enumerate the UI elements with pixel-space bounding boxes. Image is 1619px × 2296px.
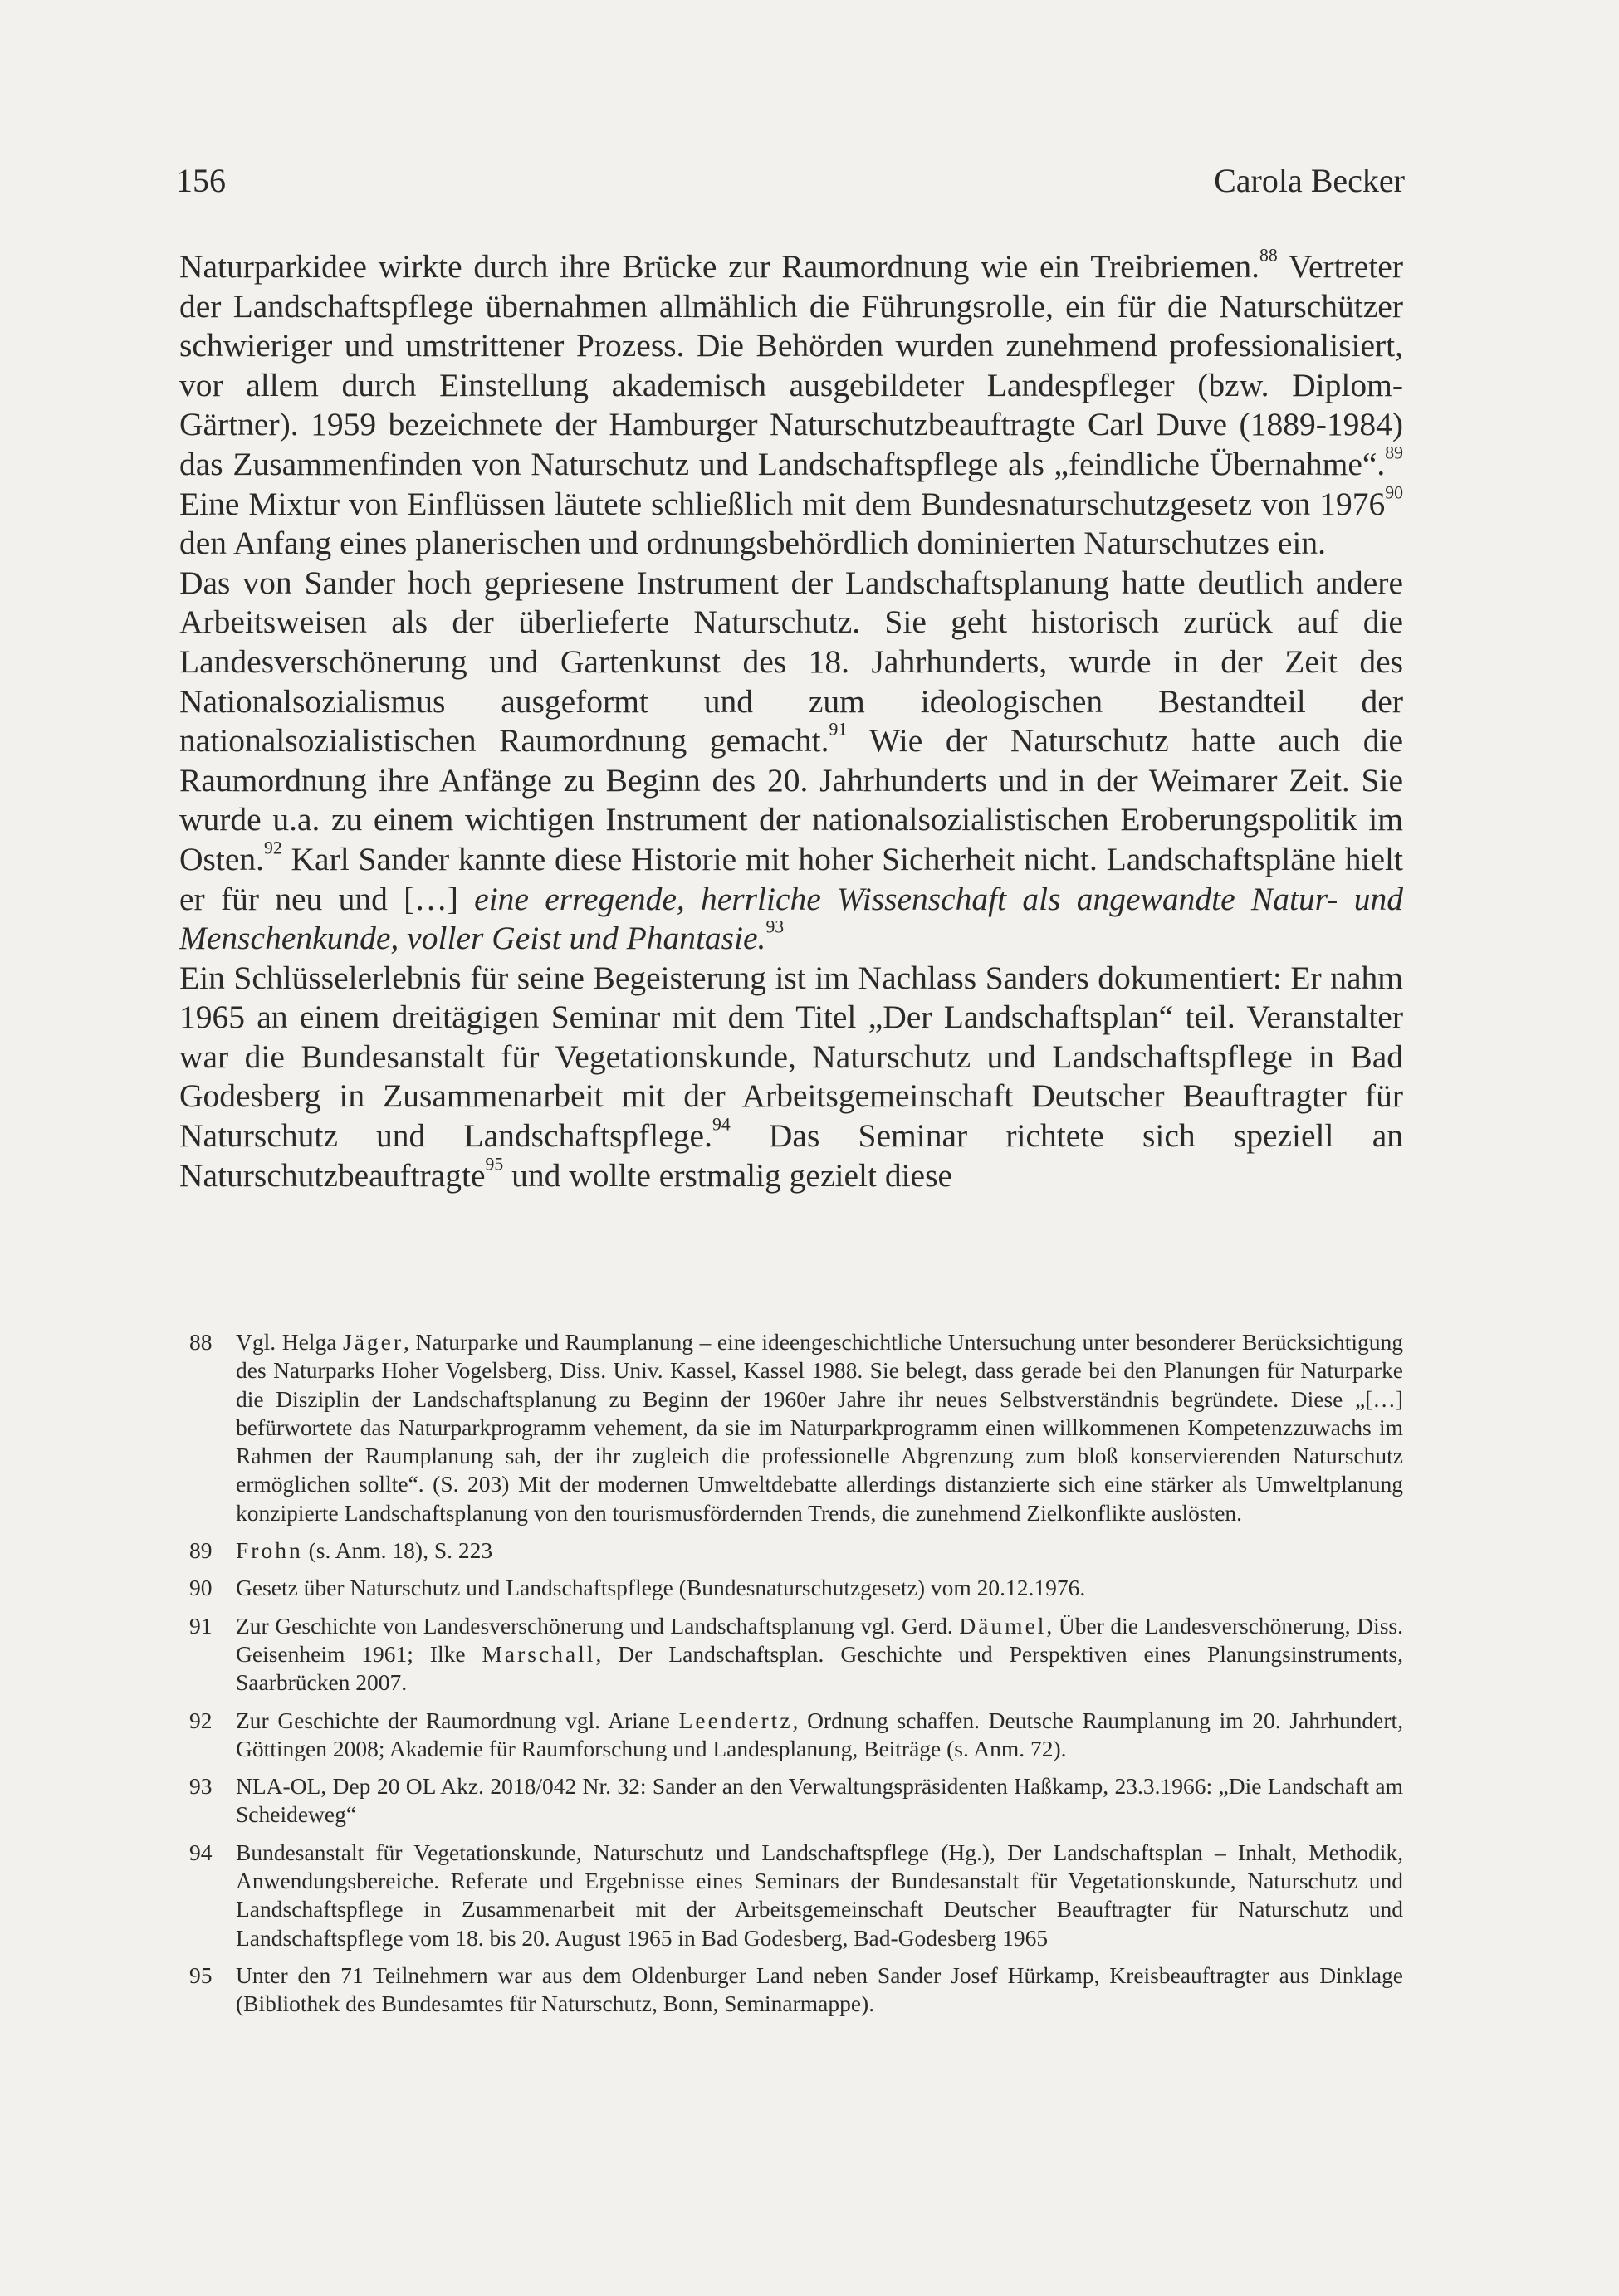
text: , Naturparke und Raumplanung – eine ideengeschichtliche Untersuchung unter besonderer Berücksichtigung des Naturparks Hoher Vogelsberg, Diss. Univ. Kassel, Kassel 1988. Sie belegt, dass gerade bei den Planungen für Naturparke die Disziplin der Landschaftsplanung zu Beginn der 1960er Jahre ihr neues Selbstverständnis begründete. Diese „[…] befürwortete das Naturparkprogramm vehement, da sie im Naturparkprogramm einen willkommenen Kompetenzzuwachs im Rahmen der Raumplanung sah, der ihr zugleich die professionelle Abgrenzung zum bloß konservierenden Naturschutz ermöglichen sollte“. (S. 203) Mit der modernen Umweltdebatte allerdings distanzierte sich eine stärker als Umweltplanung konzipierte Landschaftsplanung von den tourismusfördernden Trends, die zunehmend Zielkonflikte auslösten. [236,1329,1404,1526]
footnote-ref[interactable]: 89 [1385,442,1403,463]
main-text [179,247,1403,1195]
footnote-92 [189,1707,1403,1764]
footnote-ref[interactable]: 91 [829,719,848,740]
footnote-ref[interactable]: 94 [712,1114,731,1135]
running-head-author: Carola Becker [1214,162,1405,199]
footnote-number: 92 [189,1707,213,1733]
footnote-text: Unter den 71 Teilnehmern war aus dem Oldenburger Land neben Sander Josef Hürkamp, Kreisbeauftragter aus Dinklage (Bibliothek des Bundesamtes für Naturschutz, Bonn, Seminarmappe). [236,1961,1403,2017]
text: Vgl. Helga [236,1329,344,1355]
text: Eine Mixtur von Einflüssen läutete schließlich mit dem Bundesnaturschutzgesetz von 1976 [179,485,1386,522]
author-name: Däumel [959,1612,1047,1639]
footnote-ref[interactable]: 90 [1385,482,1403,503]
text: Das Seminar richtete sich speziell an Naturschutzbeauftragte [179,1117,1403,1194]
text: Zur Geschichte der Raumordnung vgl. Ariane [236,1707,679,1733]
footnote-number: 89 [189,1537,213,1564]
footnote-93 [189,1772,1403,1829]
footnote-90 [189,1574,1403,1602]
footnote-text [236,1612,1403,1698]
footnote-number: 90 [189,1575,213,1601]
footnote-95 [189,1961,1403,2019]
paragraph [179,247,1403,564]
footnote-91 [189,1612,1403,1698]
paragraph [179,959,1403,1196]
footnotes [189,1328,1403,2028]
text: , Ordnung schaffen. Deutsche Raumplanung im 20. Jahrhundert, Göttingen 2008; Akademie für Raumforschung und Landesplanung, Beiträge (s. Anm. 72). [236,1707,1404,1761]
footnote-number: 91 [189,1612,213,1639]
footnote-number: 95 [189,1961,213,1988]
author-name: Marschall [482,1640,596,1667]
footnote-text: Bundesanstalt für Vegetationskunde, Naturschutz und Landschaftspflege (Hg.), Der Landschaftsplan – Inhalt, Methodik, Anwendungsbereiche. Referate und Ergebnisse eines Seminars der Bundesanstalt für Vegetationskunde, Naturschutz und Landschaftspflege in Zusammenarbeit mit der Arbeitsgemeinschaft Deutscher Beauftragter für Naturschutz und Landschaftspflege vom 18. bis 20. August 1965 in Bad Godesberg, Bad-Godesberg 1965 [236,1839,1403,1951]
text: Naturparkidee wirkte durch ihre Brücke zur Raumordnung wie ein Treibriemen. [179,248,1260,285]
footnote-94 [189,1839,1403,1952]
text: Vertreter der Landschaftspflege übernahmen allmählich die Führungsrolle, ein für die Naturschützer schwieriger und umstrittener Prozess. Die Behörden wurden zunehmend professionalisiert, vor allem durch Einstellung akademisch ausgebildeter Landespfleger (bzw. Diplom-Gärtner). 1959 bezeichnete der Hamburger Naturschutzbeauftragte Carl Duve (1889-1984) das Zusammenfinden von Naturschutz und Landschaftspflege als „feindliche Übernahme“. [179,248,1403,482]
author-name: Jäger [343,1329,404,1355]
text: und wollte erstmalig gezielt diese [503,1156,952,1194]
footnote-text: Gesetz über Naturschutz und Landschaftspflege (Bundesnaturschutzgesetz) vom 20.12.1976. [236,1575,1086,1601]
footnote-text: NLA-OL, Dep 20 OL Akz. 2018/042 Nr. 32: Sander an den Verwaltungspräsidenten Haßkamp, 23.3.1966: „Die Landschaft am Scheideweg“ [236,1773,1403,1828]
footnote-text [236,1328,1403,1527]
footnote-text [236,1707,1403,1764]
footnote-number: 93 [189,1773,213,1800]
footnote-ref[interactable]: 95 [485,1154,504,1175]
paragraph [179,564,1403,959]
footnote-number: 94 [189,1839,213,1865]
footnote-ref[interactable]: 92 [264,838,282,858]
footnote-ref[interactable]: 93 [765,916,785,937]
text: den Anfang eines planerischen und ordnungsbehördlich dominierten Naturschutzes ein. [179,525,1327,562]
footnote-text [236,1536,1403,1565]
footnote-89 [189,1536,1403,1565]
author-name: Frohn [236,1537,303,1564]
text: Ein Schlüsselerlebnis für seine Begeisterung ist im Nachlass Sanders dokumentiert: Er nahm 1965 an einem dreitägigen Seminar mit dem Titel „Der Landschaftsplan“ teil. Veranstalter war die Bundesanstalt für Vegetationskunde, Naturschutz und Landschaftspflege in Bad Godesberg in Zusammenarbeit mit der Arbeitsgemeinschaft Deutscher Beauftragter für Naturschutz und Landschaftspflege. [179,959,1403,1155]
author-name: Leendertz [678,1707,793,1733]
text: Das von Sander hoch gepriesene Instrument der Landschaftsplanung hatte deutlich andere Arbeitsweisen als der überlieferte Naturschutz. Sie geht historisch zurück auf die Landesverschönerung und Gartenkunst des 18. Jahrhunderts, wurde in der Zeit des Nationalsozialismus ausgeformt und zum ideologischen Bestandteil der nationalsozialistischen Raumordnung gemacht. [179,564,1403,760]
text: Karl Sander kannte diese Historie mit hoher Sicherheit nicht. Landschaftspläne hielt er für neu und […] [179,840,1403,917]
page-number: 156 [176,162,226,199]
quote-italic: eine erregende, herrliche Wissenschaft als angewandte Natur- und Menschenkunde, voller Geist und Phantasie. [179,880,1403,957]
footnote-number: 88 [189,1329,213,1355]
text: Wie der Naturschutz hatte auch die Raumordnung ihre Anfänge zu Beginn des 20. Jahrhunderts und in der Weimarer Zeit. Sie wurde u.a. zu einem wichtigen Instrument der nationalsozialistischen Eroberungspolitik im Osten. [179,722,1404,877]
text: , Über die Landesverschönerung, Diss. Geisenheim 1961; Ilke [236,1612,1403,1667]
footnote-ref[interactable]: 88 [1259,245,1278,266]
text: Zur Geschichte von Landesverschönerung und Landschaftsplanung vgl. Gerd. [236,1612,960,1639]
text: , Der Landschaftsplan. Geschichte und Perspektiven eines Planungsinstruments, Saarbrücken 2007. [236,1640,1403,1696]
running-header [176,158,1405,204]
footnote-88 [189,1328,1403,1527]
text: (s. Anm. 18), S. 223 [302,1537,493,1564]
